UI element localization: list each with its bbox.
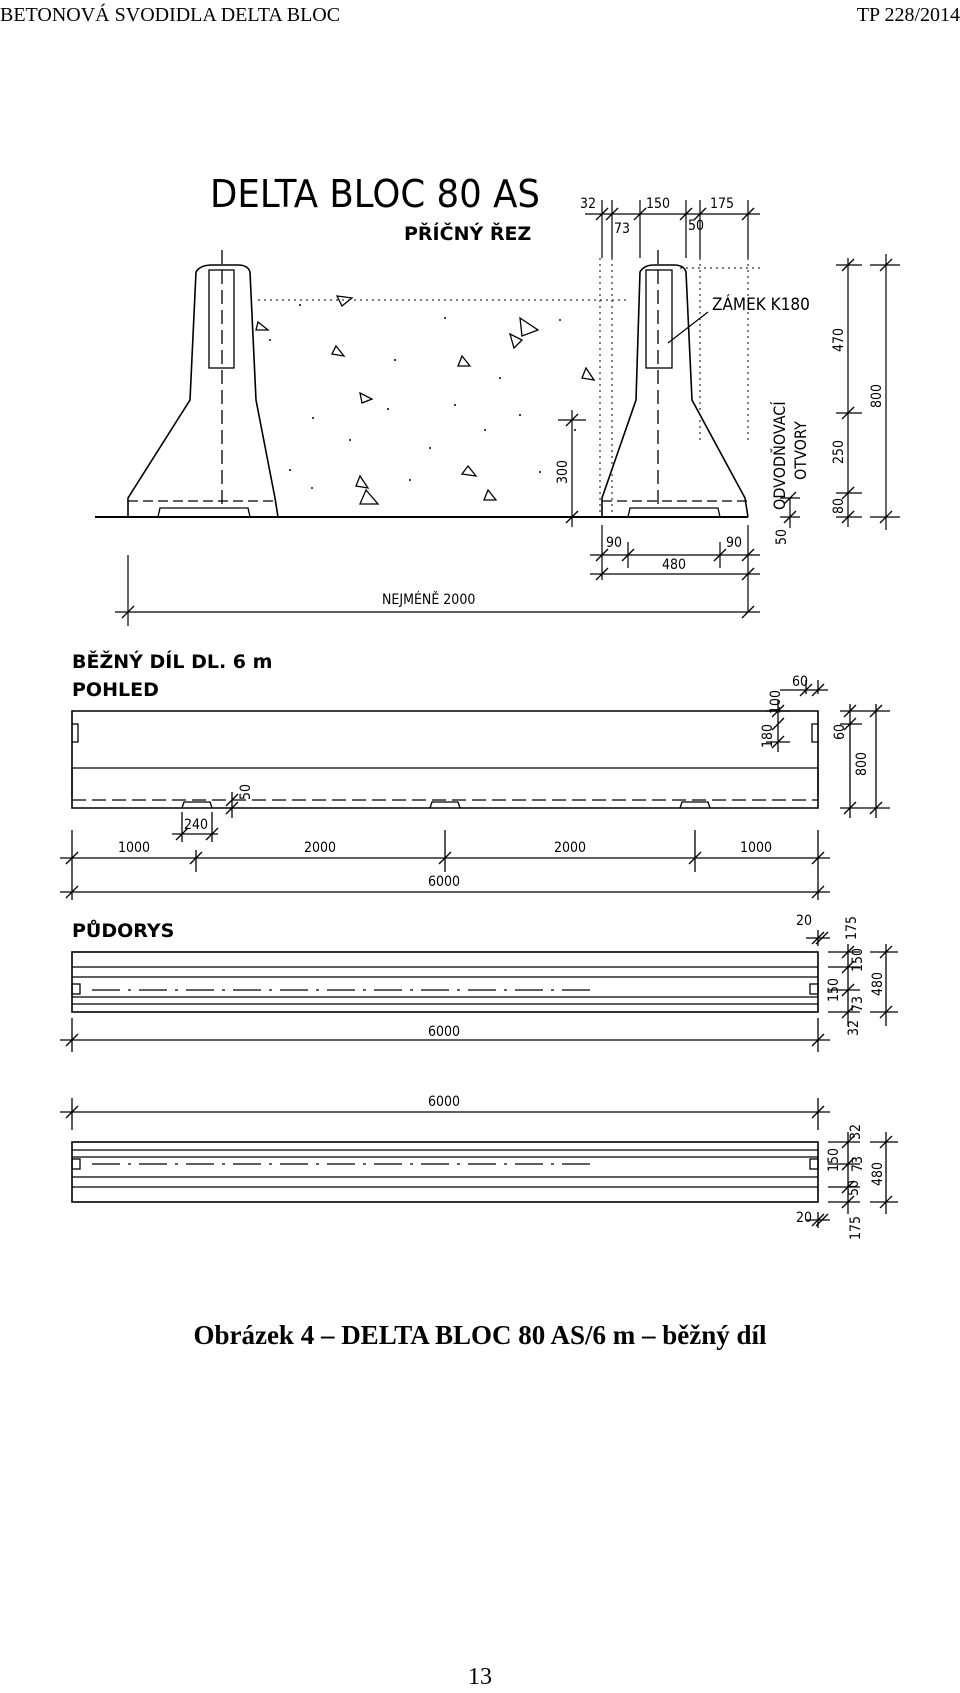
header-left: BETONOVÁ SVODIDLA DELTA BLOC [0,4,341,26]
elev-dim-180: 180 [760,723,776,748]
dim-480-bottom: 480 [662,557,687,573]
plan-dim-73: 73 [850,995,866,1012]
plan2-dim-32: 32 [848,1123,864,1140]
elevation-view [60,680,890,900]
aggregate-dots [269,304,576,489]
dim-470: 470 [831,327,847,352]
dim-300: 300 [555,459,571,484]
page-number: 13 [468,1664,492,1690]
dim-32-top: 32 [580,196,597,212]
dim-73-top: 73 [614,221,631,237]
plan-dim-150-upper: 150 [850,947,866,972]
plan-dim-480: 480 [870,971,886,996]
elev-dim-50: 50 [238,783,254,800]
elev-dim-1000-left: 1000 [118,840,151,856]
plan-label: PŮDORYS [72,920,175,942]
dim-50-drain: 50 [774,528,790,545]
plan-view-2 [60,1098,898,1228]
dim-50-top: 50 [688,218,705,234]
elev-dim-60-top: 60 [792,674,809,690]
header-right: TP 228/2014 [856,4,960,26]
plan-view-1 [60,930,898,1052]
drain-label-1: ODVODŇOVACÍ [770,401,789,510]
plan-dim-32: 32 [846,1019,862,1036]
plan2-dim-50: 50 [846,1179,862,1196]
dim-90-right: 90 [726,535,743,551]
dim-175-top: 175 [710,196,735,212]
elevation-label-2: POHLED [72,679,159,701]
dim-80: 80 [831,497,847,514]
elev-dim-800: 800 [854,751,870,776]
plan-dim-20: 20 [796,913,813,929]
plan-dim-150-lower: 150 [826,977,842,1002]
min-width-label: NEJMÉNĚ 2000 [382,592,476,608]
drawing-title: DELTA BLOC 80 AS [210,172,540,216]
elev-dim-100: 100 [768,689,784,714]
dim-90-left: 90 [606,535,623,551]
elev-dim-2000-right: 2000 [554,840,587,856]
plan2-dim-6000: 6000 [428,1094,461,1110]
elev-dim-1000-right: 1000 [740,840,773,856]
elev-dim-2000-left: 2000 [304,840,337,856]
dim-250: 250 [831,439,847,464]
elev-dim-6000: 6000 [428,874,461,890]
plan-dim-6000: 6000 [428,1024,461,1040]
plan2-dim-175: 175 [848,1215,864,1240]
dim-800: 800 [869,383,885,408]
lock-label: ZÁMEK K180 [712,295,810,315]
figure-caption: Obrázek 4 – DELTA BLOC 80 AS/6 m – běžný díl [193,1320,767,1350]
elev-dim-60-side: 60 [832,723,848,740]
plan2-dim-20: 20 [796,1210,813,1226]
plan2-dim-150: 150 [826,1147,842,1172]
plan-dim-175: 175 [844,915,860,940]
plan2-dim-480: 480 [870,1161,886,1186]
dim-150-top: 150 [646,196,671,212]
elev-dim-240: 240 [184,817,209,833]
cross-section-view [95,250,760,517]
elevation-label-1: BĚŽNÝ DÍL DL. 6 m [72,651,273,673]
drain-label-2: OTVORY [791,421,810,480]
cross-section-label: PŘÍČNÝ ŘEZ [404,223,532,245]
plan2-dim-73: 73 [850,1155,866,1172]
